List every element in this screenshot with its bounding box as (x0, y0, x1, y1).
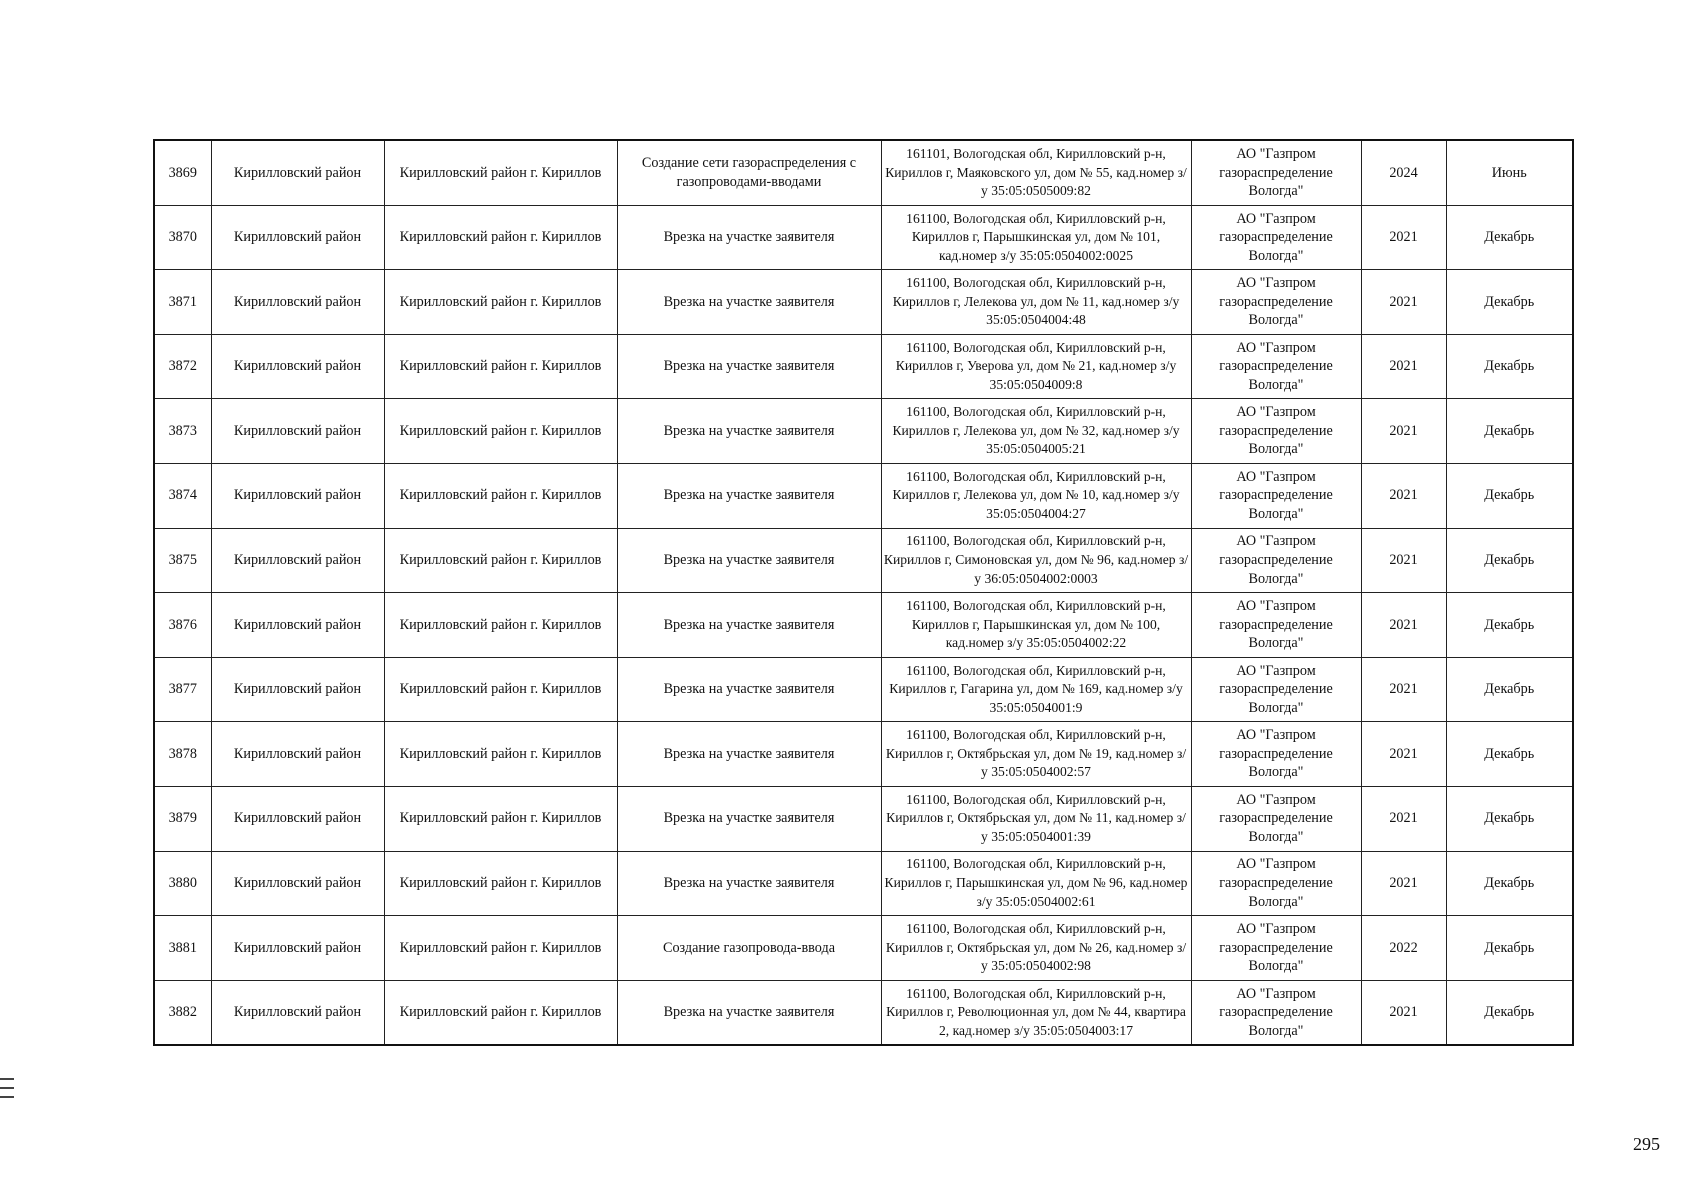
month-cell: Декабрь (1446, 399, 1573, 464)
month-cell: Декабрь (1446, 463, 1573, 528)
settlement-cell: Кирилловский район г. Кириллов (384, 399, 617, 464)
settlement-cell: Кирилловский район г. Кириллов (384, 334, 617, 399)
organization-cell: АО "Газпром газораспределение Вологда" (1191, 916, 1361, 981)
district-cell: Кирилловский район (211, 786, 384, 851)
margin-mark (0, 1078, 14, 1105)
district-cell: Кирилловский район (211, 916, 384, 981)
table-row (154, 916, 1573, 981)
row-number-cell: 3880 (154, 851, 211, 916)
table-row (154, 980, 1573, 1045)
settlement-cell: Кирилловский район г. Кириллов (384, 593, 617, 658)
month-cell: Декабрь (1446, 980, 1573, 1045)
address-cell: 161101, Вологодская обл, Кирилловский р-н, Кириллов г, Маяковского ул, дом № 55, кад.номер з/у 35:05:0505009:82 (881, 140, 1191, 205)
gas-connection-table (153, 139, 1574, 1046)
settlement-cell: Кирилловский район г. Кириллов (384, 528, 617, 593)
table-row (154, 205, 1573, 270)
year-cell: 2021 (1361, 463, 1446, 528)
district-cell: Кирилловский район (211, 270, 384, 335)
work-type-cell: Врезка на участке заявителя (617, 205, 881, 270)
organization-cell: АО "Газпром газораспределение Вологда" (1191, 593, 1361, 658)
settlement-cell: Кирилловский район г. Кириллов (384, 140, 617, 205)
district-cell: Кирилловский район (211, 851, 384, 916)
organization-cell: АО "Газпром газораспределение Вологда" (1191, 463, 1361, 528)
work-type-cell: Создание газопровода-ввода (617, 916, 881, 981)
row-number-cell: 3876 (154, 593, 211, 658)
table-row (154, 270, 1573, 335)
row-number-cell: 3874 (154, 463, 211, 528)
row-number-cell: 3882 (154, 980, 211, 1045)
address-cell: 161100, Вологодская обл, Кирилловский р-н, Кириллов г, Лелекова ул, дом № 10, кад.номер з/у 35:05:0504004:27 (881, 463, 1191, 528)
work-type-cell: Врезка на участке заявителя (617, 786, 881, 851)
organization-cell: АО "Газпром газораспределение Вологда" (1191, 270, 1361, 335)
settlement-cell: Кирилловский район г. Кириллов (384, 722, 617, 787)
address-cell: 161100, Вологодская обл, Кирилловский р-н, Кириллов г, Лелекова ул, дом № 11, кад.номер з/у 35:05:0504004:48 (881, 270, 1191, 335)
table-row (154, 593, 1573, 658)
address-cell: 161100, Вологодская обл, Кирилловский р-н, Кириллов г, Октябрьская ул, дом № 26, кад.номер з/у 35:05:0504002:98 (881, 916, 1191, 981)
work-type-cell: Врезка на участке заявителя (617, 463, 881, 528)
table-row (154, 463, 1573, 528)
work-type-cell: Врезка на участке заявителя (617, 528, 881, 593)
table-row (154, 528, 1573, 593)
month-cell: Декабрь (1446, 528, 1573, 593)
table-row (154, 140, 1573, 205)
settlement-cell: Кирилловский район г. Кириллов (384, 463, 617, 528)
address-cell: 161100, Вологодская обл, Кирилловский р-н, Кириллов г, Симоновская ул, дом № 96, кад.номер з/у 36:05:0504002:0003 (881, 528, 1191, 593)
month-cell: Декабрь (1446, 916, 1573, 981)
year-cell: 2021 (1361, 786, 1446, 851)
row-number-cell: 3878 (154, 722, 211, 787)
address-cell: 161100, Вологодская обл, Кирилловский р-н, Кириллов г, Парышкинская ул, дом № 96, кад.номер з/у 35:05:0504002:61 (881, 851, 1191, 916)
settlement-cell: Кирилловский район г. Кириллов (384, 851, 617, 916)
work-type-cell: Врезка на участке заявителя (617, 722, 881, 787)
month-cell: Декабрь (1446, 334, 1573, 399)
district-cell: Кирилловский район (211, 334, 384, 399)
month-cell: Декабрь (1446, 786, 1573, 851)
district-cell: Кирилловский район (211, 140, 384, 205)
month-cell: Декабрь (1446, 270, 1573, 335)
table-row (154, 399, 1573, 464)
year-cell: 2021 (1361, 593, 1446, 658)
address-cell: 161100, Вологодская обл, Кирилловский р-н, Кириллов г, Лелекова ул, дом № 32, кад.номер з/у 35:05:0504005:21 (881, 399, 1191, 464)
district-cell: Кирилловский район (211, 528, 384, 593)
year-cell: 2021 (1361, 980, 1446, 1045)
organization-cell: АО "Газпром газораспределение Вологда" (1191, 205, 1361, 270)
year-cell: 2021 (1361, 851, 1446, 916)
work-type-cell: Врезка на участке заявителя (617, 980, 881, 1045)
address-cell: 161100, Вологодская обл, Кирилловский р-н, Кириллов г, Октябрьская ул, дом № 19, кад.номер з/у 35:05:0504002:57 (881, 722, 1191, 787)
address-cell: 161100, Вологодская обл, Кирилловский р-н, Кириллов г, Парышкинская ул, дом № 100, кад.номер з/у 35:05:0504002:22 (881, 593, 1191, 658)
address-cell: 161100, Вологодская обл, Кирилловский р-н, Кириллов г, Революционная ул, дом № 44, квартира 2, кад.номер з/у 35:05:0504003:17 (881, 980, 1191, 1045)
row-number-cell: 3872 (154, 334, 211, 399)
work-type-cell: Врезка на участке заявителя (617, 657, 881, 722)
work-type-cell: Врезка на участке заявителя (617, 399, 881, 464)
organization-cell: АО "Газпром газораспределение Вологда" (1191, 851, 1361, 916)
table-row (154, 334, 1573, 399)
table-row (154, 722, 1573, 787)
row-number-cell: 3877 (154, 657, 211, 722)
row-number-cell: 3879 (154, 786, 211, 851)
district-cell: Кирилловский район (211, 399, 384, 464)
year-cell: 2021 (1361, 722, 1446, 787)
district-cell: Кирилловский район (211, 205, 384, 270)
year-cell: 2021 (1361, 205, 1446, 270)
organization-cell: АО "Газпром газораспределение Вологда" (1191, 140, 1361, 205)
row-number-cell: 3875 (154, 528, 211, 593)
year-cell: 2021 (1361, 270, 1446, 335)
year-cell: 2022 (1361, 916, 1446, 981)
address-cell: 161100, Вологодская обл, Кирилловский р-н, Кириллов г, Парышкинская ул, дом № 101, кад.номер з/у 35:05:0504002:0025 (881, 205, 1191, 270)
table-row (154, 786, 1573, 851)
table-row (154, 657, 1573, 722)
settlement-cell: Кирилловский район г. Кириллов (384, 980, 617, 1045)
year-cell: 2021 (1361, 528, 1446, 593)
organization-cell: АО "Газпром газораспределение Вологда" (1191, 399, 1361, 464)
settlement-cell: Кирилловский район г. Кириллов (384, 270, 617, 335)
month-cell: Июнь (1446, 140, 1573, 205)
district-cell: Кирилловский район (211, 980, 384, 1045)
month-cell: Декабрь (1446, 851, 1573, 916)
work-type-cell: Врезка на участке заявителя (617, 593, 881, 658)
address-cell: 161100, Вологодская обл, Кирилловский р-н, Кириллов г, Октябрьская ул, дом № 11, кад.номер з/у 35:05:0504001:39 (881, 786, 1191, 851)
settlement-cell: Кирилловский район г. Кириллов (384, 657, 617, 722)
district-cell: Кирилловский район (211, 657, 384, 722)
row-number-cell: 3873 (154, 399, 211, 464)
organization-cell: АО "Газпром газораспределение Вологда" (1191, 657, 1361, 722)
year-cell: 2024 (1361, 140, 1446, 205)
organization-cell: АО "Газпром газораспределение Вологда" (1191, 334, 1361, 399)
address-cell: 161100, Вологодская обл, Кирилловский р-н, Кириллов г, Уверова ул, дом № 21, кад.номер з/у 35:05:0504009:8 (881, 334, 1191, 399)
district-cell: Кирилловский район (211, 722, 384, 787)
organization-cell: АО "Газпром газораспределение Вологда" (1191, 528, 1361, 593)
month-cell: Декабрь (1446, 657, 1573, 722)
settlement-cell: Кирилловский район г. Кириллов (384, 916, 617, 981)
row-number-cell: 3870 (154, 205, 211, 270)
year-cell: 2021 (1361, 657, 1446, 722)
district-cell: Кирилловский район (211, 463, 384, 528)
settlement-cell: Кирилловский район г. Кириллов (384, 786, 617, 851)
district-cell: Кирилловский район (211, 593, 384, 658)
month-cell: Декабрь (1446, 722, 1573, 787)
row-number-cell: 3871 (154, 270, 211, 335)
year-cell: 2021 (1361, 334, 1446, 399)
address-cell: 161100, Вологодская обл, Кирилловский р-н, Кириллов г, Гагарина ул, дом № 169, кад.номер з/у 35:05:0504001:9 (881, 657, 1191, 722)
page-number: 295 (1633, 1134, 1660, 1154)
organization-cell: АО "Газпром газораспределение Вологда" (1191, 980, 1361, 1045)
row-number-cell: 3869 (154, 140, 211, 205)
organization-cell: АО "Газпром газораспределение Вологда" (1191, 722, 1361, 787)
work-type-cell: Врезка на участке заявителя (617, 270, 881, 335)
row-number-cell: 3881 (154, 916, 211, 981)
month-cell: Декабрь (1446, 205, 1573, 270)
work-type-cell: Создание сети газораспределения с газопроводами-вводами (617, 140, 881, 205)
work-type-cell: Врезка на участке заявителя (617, 334, 881, 399)
table-body (154, 140, 1573, 1045)
work-type-cell: Врезка на участке заявителя (617, 851, 881, 916)
settlement-cell: Кирилловский район г. Кириллов (384, 205, 617, 270)
month-cell: Декабрь (1446, 593, 1573, 658)
table-row (154, 851, 1573, 916)
year-cell: 2021 (1361, 399, 1446, 464)
organization-cell: АО "Газпром газораспределение Вологда" (1191, 786, 1361, 851)
